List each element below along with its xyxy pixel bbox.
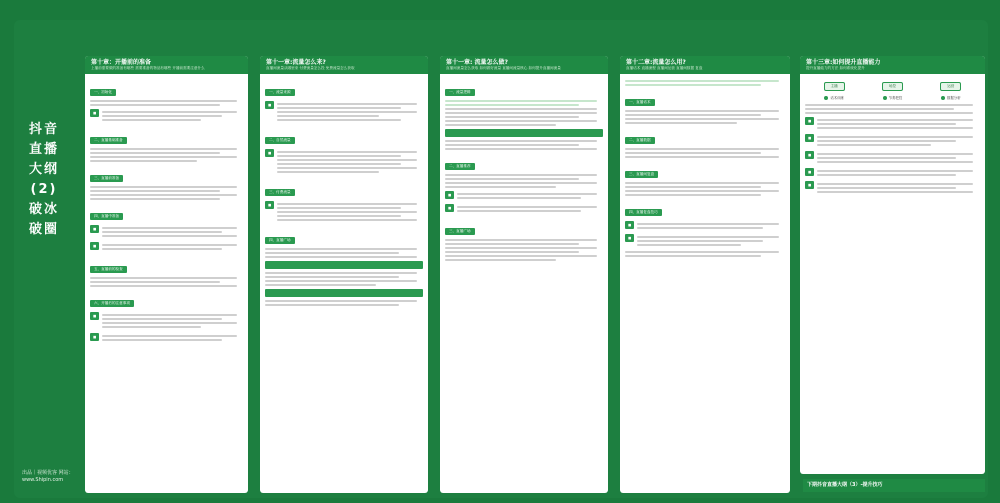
- node-tag: ■: [90, 242, 99, 250]
- section-tag: 六、开播后的注意事项: [90, 300, 134, 307]
- node-tag: ■: [805, 134, 814, 142]
- flow-item: 节奏把控: [883, 95, 903, 100]
- panel-subtitle: 上播前需要做的准备有哪些 需要准备的物品有哪些 开播前需要注意什么: [91, 66, 205, 70]
- node-tag: ■: [90, 333, 99, 341]
- section-tag: 三、直播前准备: [90, 175, 123, 182]
- flow-item: 数据分析: [941, 95, 961, 100]
- node-tag: ■: [805, 117, 814, 125]
- node-tag: ■: [265, 149, 274, 157]
- node-tag: ■: [265, 201, 274, 209]
- sidebar-footer: 出品｜视频优客 网站：www.Shipin.com: [22, 470, 74, 483]
- node-tag: ■: [445, 204, 454, 212]
- panel-chapter-13: [800, 56, 985, 474]
- node-tag: ■: [805, 181, 814, 189]
- panel-header: [440, 56, 608, 74]
- node-tag: ■: [90, 312, 99, 320]
- section-tag: 四、直播复盘技巧: [625, 209, 662, 216]
- panel-title: 第十三章:如何提升直播能力: [806, 59, 881, 66]
- sidebar-title: 抖音直播大纲(2)破冰破圈: [28, 122, 59, 237]
- panel-chapter-11: [260, 56, 428, 493]
- node-tag: ■: [90, 109, 99, 117]
- bottom-caption: 下期抖音直播大纲（3）-提升技巧: [803, 479, 985, 492]
- section-tag: 一、初始化: [90, 89, 116, 96]
- panel-header: [260, 56, 428, 74]
- section-tag: 二、直播数据: [625, 137, 655, 144]
- node-tag: ■: [805, 168, 814, 176]
- section-tag: 二、自然流量: [265, 137, 295, 144]
- section-tag: 三、付费流量: [265, 189, 295, 196]
- panel-subtitle: 直播话术 直播流程 直播间运营 直播间数据 复盘: [626, 66, 703, 70]
- section-tag: 三、直播间复盘: [625, 171, 658, 178]
- section-tag: 四、直播广场: [265, 237, 295, 244]
- section-tag: 四、直播中准备: [90, 213, 123, 220]
- panel-chapter-10: [85, 56, 248, 493]
- panel-chapter-12: [620, 56, 790, 493]
- section-tag: 二、直播基础准备: [90, 137, 127, 144]
- section-tag: 一、流量来源: [265, 89, 295, 96]
- section-tag: 一、流量逻辑: [445, 89, 475, 96]
- panel-title: 第十一章:流量怎么来?: [266, 59, 326, 66]
- flow-item: 话术训练: [824, 95, 844, 100]
- node-tag: ■: [445, 191, 454, 199]
- panel-chapter-11b: [440, 56, 608, 493]
- panel-header: [85, 56, 248, 74]
- panel-title: 第十二章:流量怎么用?: [626, 59, 686, 66]
- panel-header: [800, 56, 985, 74]
- panel-header: [620, 56, 790, 74]
- flow-head: 主播: [824, 82, 845, 91]
- flow-head: 场控: [882, 82, 903, 91]
- node-tag: ■: [90, 225, 99, 233]
- section-tag: 一、直播话术: [625, 99, 655, 106]
- flow-head: 运营: [940, 82, 961, 91]
- section-tag: 五、直播前的检查: [90, 266, 127, 273]
- node-tag: ■: [625, 221, 634, 229]
- section-tag: 二、直播推荐: [445, 163, 475, 170]
- node-tag: ■: [625, 234, 634, 242]
- node-tag: ■: [805, 151, 814, 159]
- section-tag: 三、直播广场: [445, 228, 475, 235]
- panel-title: 第十章：开播前的准备: [91, 59, 152, 66]
- panel-subtitle: 直播间流量从哪里来 付费流量怎么投 免费流量怎么获取: [266, 66, 355, 70]
- node-tag: ■: [265, 101, 274, 109]
- panel-title: 第十一章: 流量怎么做?: [446, 59, 508, 66]
- panel-subtitle: 直播间流量怎么获取 如何做好流量 直播间流量核心 如何提升直播间流量: [446, 66, 561, 70]
- panel-subtitle: 提升直播能力的方法 如何系统化提升: [806, 66, 865, 70]
